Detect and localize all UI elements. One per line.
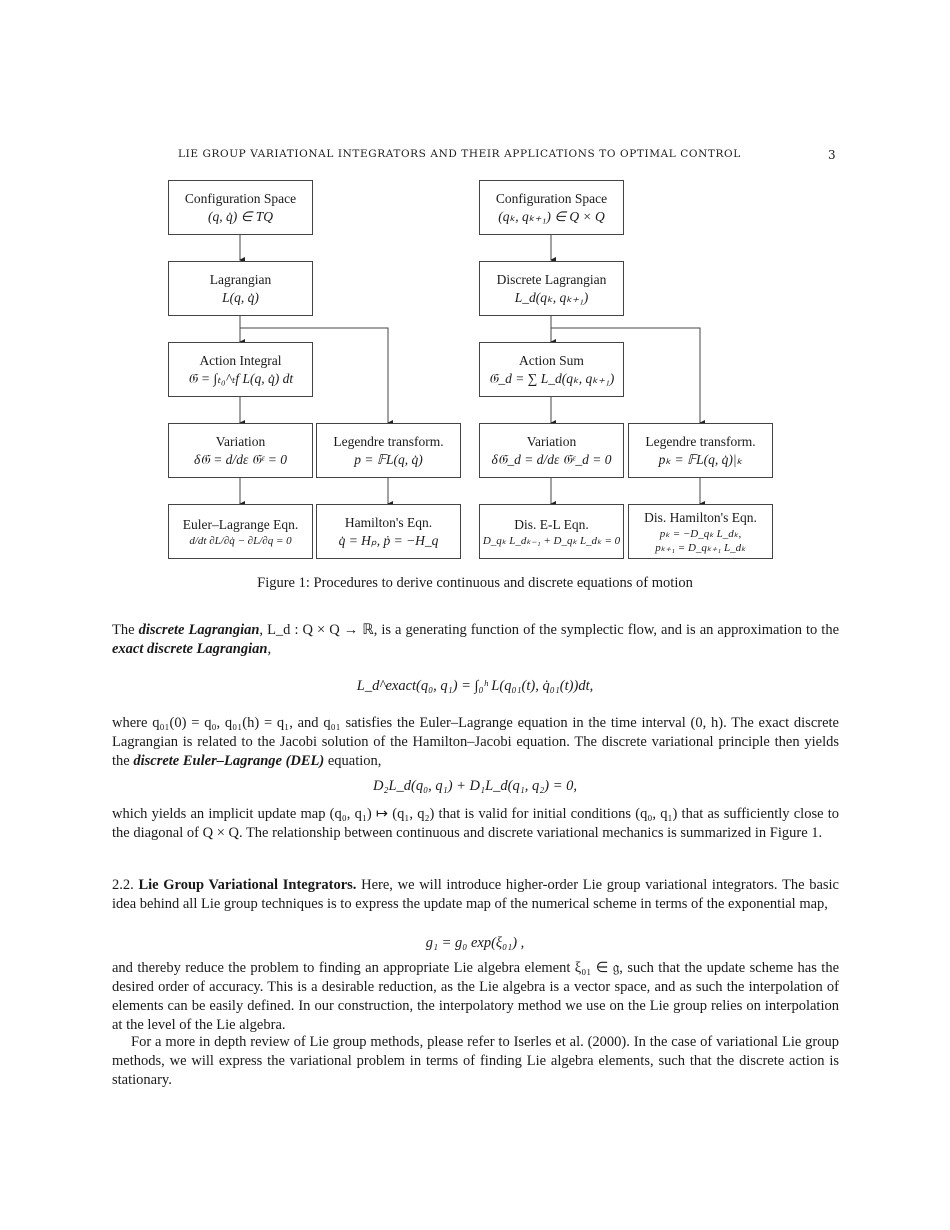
box-title: Lagrangian [209,271,272,287]
box-title: Configuration Space [184,190,297,206]
box-formula-1: pₖ = −D_qₖ L_dₖ, [659,527,742,540]
text: equation, [324,753,382,769]
box-formula: 𝔊_d = ∑ L_d(qₖ, qₖ₊₁) [488,370,615,386]
box-formula: d/dt ∂L/∂q̇ − ∂L/∂q = 0 [189,534,292,547]
box-formula-2: pₖ₊₁ = D_qₖ₊₁ L_dₖ [655,541,746,554]
term-exact-discrete-lagrangian: exact discrete Lagrangian [112,641,268,657]
box-formula: L_d(qₖ, qₖ₊₁) [514,289,589,305]
box-title: Legendre transform. [645,433,756,449]
section-number: 2.2. [112,877,139,893]
box-discrete-lagrangian [479,261,624,316]
box-title: Dis. E-L Eqn. [514,516,589,532]
box-configuration-space [168,180,313,235]
equation-exponential-map: g₁ = g₀ exp(ξ₀₁) , [425,935,525,951]
term-del: discrete Euler–Lagrange (DEL) [133,753,325,769]
box-title: Variation [215,433,266,449]
box-discrete-legendre-transform [628,423,773,478]
box-title: Variation [526,433,577,449]
paragraph-update-map: which yields an implicit update map (q₀, q₁) ↦ (q₁, q₂) that is valid for initial conditions (q₀, q₁) that as sufficiently close to the diagonal of Q × Q. The relationship between continuous and discrete variational mechanics is summarized in Figure 1. [112,806,839,841]
figure-caption: Figure 1: Procedures to derive continuous and discrete equations of motion [257,575,693,591]
paragraph-discrete-lagrangian [112,621,839,659]
box-hamilton [316,504,461,559]
box-title: Euler–Lagrange Eqn. [182,516,299,532]
paragraph-section-2-2 [112,876,839,914]
box-formula: p = 𝔽L(q, q̇) [354,451,423,467]
term-discrete-lagrangian: discrete Lagrangian [138,622,260,638]
box-formula: δ𝔊 = d/dε 𝔊ᵋ = 0 [193,451,288,467]
box-lagrangian [168,261,313,316]
box-formula: δ𝔊_d = d/dε 𝔊ᵋ_d = 0 [491,451,612,467]
equation-del: D₂L_d(q₀, q₁) + D₁L_d(q₁, q₂) = 0, [372,778,578,794]
figure-connectors [0,0,950,570]
paragraph-del-intro [112,714,839,771]
paragraph-further-review: For a more in depth review of Lie group methods, please refer to Iserles et al. (2000). In the case of variational Lie group methods, we will express the variational problem in terms of finding Lie algebra elements, such that the discrete action is stationary. [112,1034,839,1088]
box-legendre-transform [316,423,461,478]
box-discrete-variation [479,423,624,478]
box-title: Action Sum [519,352,584,368]
box-discrete-configuration-space [479,180,624,235]
text: The [112,622,139,638]
paragraph-lie-algebra: and thereby reduce the problem to finding an appropriate Lie algebra element ξ₀₁ ∈ 𝔤, such that the update scheme has the desired order of accuracy. This is a desirable reduction, as the Lie algebra is a vector space, and as such the interpolation of elements can be easily defined. In our construction, the interpolatory method we use on the Lie group relies on interpolation at the level of the Lie algebra. [112,960,839,1033]
running-header: LIE GROUP VARIATIONAL INTEGRATORS AND THEIR APPLICATIONS TO OPTIMAL CONTROL [178,148,741,160]
text: where q₀₁(0) = q₀, q₀₁(h) = q₁, and q₀₁ satisfies the Euler–Lagrange equation in the time interval (0, h). The exact discrete Lagrangian is related to the Jacobi solution of the Hamilton–Jacobi equation. The discrete variational principle then yields the [112,715,839,769]
equation-exact-discrete-lagrangian: L_d^exact(q₀, q₁) = ∫₀ʰ L(q₀₁(t), q̇₀₁(t))dt, [356,678,594,694]
box-title: Configuration Space [495,190,608,206]
box-formula: (q, q̇) ∈ TQ [207,208,273,224]
box-title: Discrete Lagrangian [496,271,607,287]
page-number: 3 [828,148,836,162]
box-euler-lagrange [168,504,313,559]
box-formula: D_qₖ L_dₖ₋₁ + D_qₖ L_dₖ = 0 [482,534,621,547]
box-discrete-euler-lagrange [479,504,624,559]
text: , L_d : Q × Q → ℝ, is a generating function of the symplectic flow, and is an approximation to the [259,622,840,638]
box-formula: q̇ = Hₚ, ṗ = −H_q [338,532,439,548]
box-formula: pₖ = 𝔽L(q, q̇)|ₖ [658,451,743,467]
box-formula: 𝔊 = ∫ₜ₀^ₜf L(q, q̇) dt [187,370,294,386]
box-variation [168,423,313,478]
box-title: Action Integral [199,352,282,368]
box-title: Hamilton's Eqn. [344,514,433,530]
box-action-sum [479,342,624,397]
box-title: Dis. Hamilton's Eqn. [644,509,757,525]
box-action-integral [168,342,313,397]
box-formula: L(q, q̇) [222,289,259,305]
box-discrete-hamilton [628,504,773,559]
text: , [267,641,272,657]
box-title: Legendre transform. [333,433,444,449]
box-formula: (qₖ, qₖ₊₁) ∈ Q × Q [498,208,605,224]
section-title: Lie Group Variational Integrators. [138,877,357,893]
text: Here, we will introduce higher-order Lie group variational integrators. The basic idea behind all Lie group techniques is to express the update map of the numerical scheme in terms of the exponential map, [112,877,839,912]
